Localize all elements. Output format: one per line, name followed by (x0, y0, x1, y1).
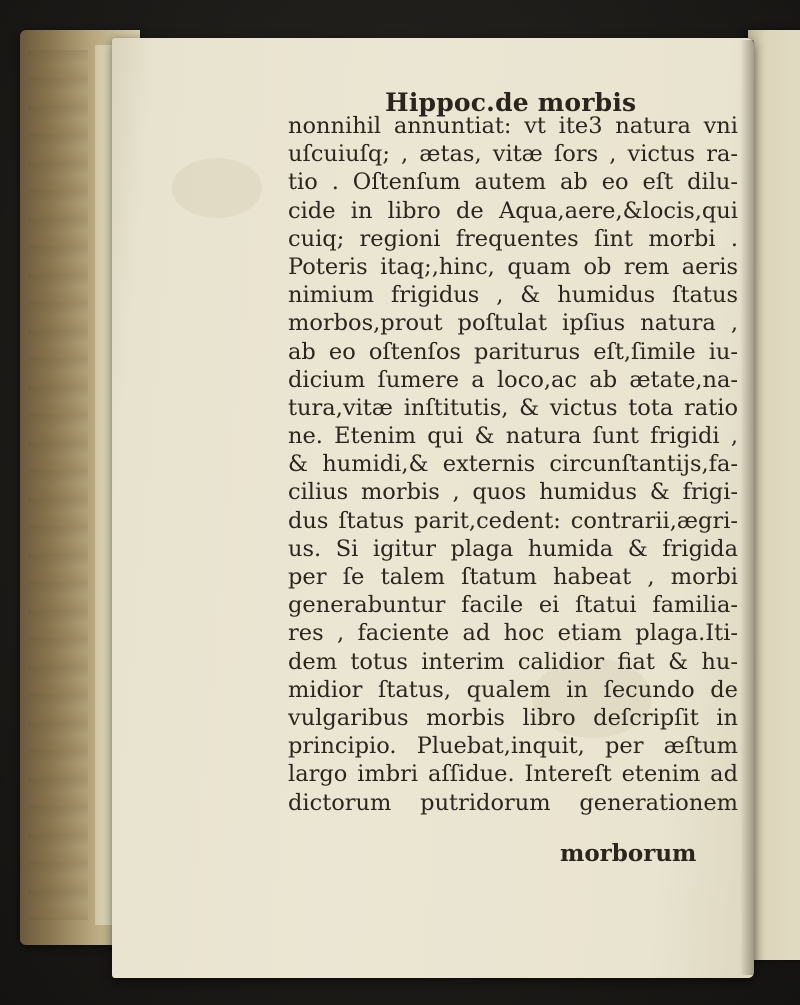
text-line: ab eo oſtenſos pariturus eſt,ſimile iu- (288, 338, 738, 365)
text-line: per ſe talem ſtatum habeat , morbi (288, 564, 738, 590)
text-line: uſcuiuſq; , ætas, vitæ ſors , victus ra- (288, 141, 738, 168)
text-line: nimium frigidus , & humidus ſtatus (288, 282, 738, 309)
facing-page-edge (748, 30, 800, 960)
gutter-shadow (740, 40, 754, 975)
text-line: us. Si igitur plaga humida & frigida (288, 535, 738, 562)
text-line: dictorum putridorum generationem (288, 789, 738, 816)
running-head: Hippoc.de morbis (385, 88, 637, 117)
text-line: cide in libro de Aqua,aere,&locis,qui (288, 197, 738, 224)
body-text (288, 112, 738, 817)
text-line: res , faciente ad hoc etiam plaga.Iti- (288, 620, 738, 647)
text-line: tio . Oſtenſum autem ab eo eſt dilu- (288, 169, 738, 196)
text-line: principio. Pluebat,inquit, per æſtum (288, 733, 738, 760)
text-line: & humidi,& externis circunſtantijs,fa- (288, 451, 738, 478)
text-line: cilius morbis , quos humidus & frigi- (288, 479, 738, 506)
text-line: Poteris itaq;,hinc, quam ob rem aeris (288, 253, 738, 280)
text-line: dus ſtatus parit,cedent: contrarii,ægri- (288, 507, 738, 534)
text-line: cuiq; regioni frequentes ſint morbi . (288, 225, 738, 252)
text-line: dem totus interim calidior fiat & hu- (288, 648, 738, 675)
text-line: ne. Etenim qui & natura ſunt frigidi , (288, 423, 738, 450)
catchword: morborum (560, 840, 697, 867)
text-line: dicium ſumere a loco,ac ab ætate,na- (288, 366, 738, 393)
text-line: nonnihil annuntiat: vt ite3 natura vni (288, 113, 738, 139)
text-line: tura,vitæ inſtitutis, & victus tota ratio (288, 394, 738, 421)
text-line: largo imbri aſſidue. Intereſt etenim ad (288, 761, 738, 788)
text-line: midior ſtatus, qualem in ſecundo de (288, 676, 738, 703)
text-line: vulgaribus morbis libro deſcripſit in (288, 704, 738, 731)
paper-stain (172, 158, 262, 218)
text-line: morbos,prout poſtulat ipſius natura , (288, 310, 738, 337)
text-line: generabuntur facile ei ſtatui familia- (288, 592, 738, 619)
